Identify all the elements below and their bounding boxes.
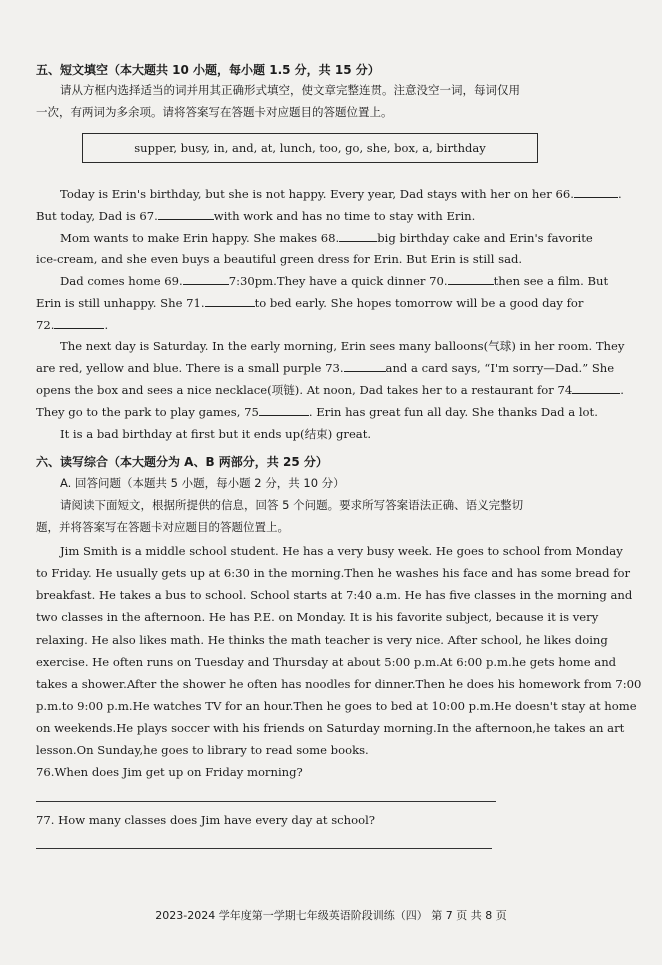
passage-text: big birthday cake and Erin's favorite: [377, 231, 593, 245]
reading-passage-line: breakfast. He takes a bus to school. School starts at 7:40 a.m. He has five classes in the morning and: [36, 588, 633, 602]
blank-69[interactable]: [183, 273, 229, 285]
question-76: 76.When does Jim get up on Friday morning?: [36, 765, 303, 779]
passage-text: Today is Erin's birthday, but she is not happy. Every year, Dad stays with her on her 66.: [60, 187, 574, 201]
reading-passage-line: to Friday. He usually gets up at 6:30 in the morning.Then he washes his face and has some bread for: [36, 566, 631, 580]
passage-text: Dad comes home 69.: [60, 274, 183, 288]
section-5-instruction-line2: 一次，有两词为多余项。请将答案写在答题卡对应题目的答题位置上。: [36, 105, 393, 119]
passage-line: [36, 317, 630, 333]
reading-passage-line: lesson.On Sunday,he goes to library to read some books.: [36, 743, 369, 757]
passage-text: to bed early. She hopes tomorrow will be a good day for: [254, 296, 584, 310]
reading-passage-line: relaxing. He also likes math. He thinks the math teacher is very nice. After school, he likes doing: [36, 633, 608, 647]
section-6-instruction-line1: 请阅读下面短文，根据所提供的信息，回答 5 个问题。要求所写答案语法正确、语义完整切: [60, 498, 524, 512]
reading-passage-line: takes a shower.After the shower he often has noodles for dinner.Then he does his homework from 7:00: [36, 677, 642, 691]
blank-68[interactable]: [339, 230, 377, 242]
passage-text: Mom wants to make Erin happy. She makes 68.: [60, 231, 340, 245]
part-a-title: A. 回答问题（本题共 5 小题，每小题 2 分，共 10 分）: [60, 476, 345, 490]
reading-passage-line: exercise. He often runs on Tuesday and Thursday at about 5:00 p.m.At 6:00 p.m.he gets home and: [36, 655, 617, 669]
blank-71[interactable]: [205, 295, 255, 307]
passage-text: 7:30pm.They have a quick dinner 70.: [228, 274, 448, 288]
passage-line: [36, 295, 630, 311]
passage-text: .: [620, 383, 624, 397]
blank-66[interactable]: [574, 186, 618, 198]
answer-line-77[interactable]: [36, 848, 492, 849]
passage-text: and a card says, “I'm sorry—Dad.” She: [385, 361, 615, 375]
passage-line: [36, 186, 654, 202]
blank-67[interactable]: [158, 208, 214, 220]
passage-line: [36, 230, 654, 246]
passage-text: opens the box and sees a nice necklace(项链). At noon, Dad takes her to a restaurant for 74: [36, 383, 573, 397]
passage-line: It is a bad birthday at first but it ends up(结束) great.: [60, 427, 372, 441]
passage-line: [36, 404, 630, 420]
word-bank-box: [82, 133, 538, 163]
answer-line-76[interactable]: [36, 801, 496, 802]
section-5-title: 五、短文填空（本大题共 10 小题，每小题 1.5 分，共 15 分）: [36, 63, 380, 77]
reading-passage-line: p.m.to 9:00 p.m.He watches TV for an hour.Then he goes to bed at 10:00 p.m.He doesn't stay at home: [36, 699, 637, 713]
blank-72[interactable]: [54, 317, 104, 329]
passage-line: ice-cream, and she even buys a beautiful green dress for Erin. But Erin is still sad.: [36, 252, 523, 266]
passage-line: [36, 208, 630, 224]
passage-line: [36, 360, 630, 376]
passage-line: [36, 273, 654, 289]
word-bank-text: supper, busy, in, and, at, lunch, too, go, she, box, a, birthday: [134, 141, 486, 155]
passage-line: [36, 382, 630, 398]
passage-text: with work and has no time to stay with Erin.: [213, 209, 476, 223]
passage-text: then see a film. But: [493, 274, 609, 288]
blank-73[interactable]: [344, 360, 386, 372]
passage-text: 72.: [36, 318, 55, 332]
section-6-instruction-line2: 题，并将答案写在答题卡对应题目的答题位置上。: [36, 520, 289, 534]
question-77: 77. How many classes does Jim have every day at school?: [36, 813, 376, 827]
passage-text: . Erin has great fun all day. She thanks Dad a lot.: [308, 405, 598, 419]
passage-text: .: [104, 318, 109, 332]
page-footer: 2023-2024 学年度第一学期七年级英语阶段训练（四） 第 7 页 共 8 页: [155, 909, 507, 922]
passage-text: .: [617, 187, 622, 201]
section-5-instruction-line1: 请从方框内选择适当的词并用其正确形式填空，使文章完整连贯。注意没空一词，每词仅用: [60, 83, 520, 97]
passage-line: The next day is Saturday. In the early morning, Erin sees many balloons(气球) in her room. They: [60, 339, 625, 353]
section-6-title: 六、读写综合（本大题分为 A、B 两部分，共 25 分）: [36, 455, 328, 469]
blank-75[interactable]: [259, 404, 309, 416]
passage-text: are red, yellow and blue. There is a small purple 73.: [36, 361, 344, 375]
blank-74[interactable]: [572, 382, 620, 394]
passage-text: But today, Dad is 67.: [36, 209, 158, 223]
reading-passage-line: two classes in the afternoon. He has P.E. on Monday. It is his favorite subject, because it is very: [36, 610, 599, 624]
blank-70[interactable]: [448, 273, 494, 285]
passage-text: Erin is still unhappy. She 71.: [36, 296, 205, 310]
reading-passage-line: Jim Smith is a middle school student. He has a very busy week. He goes to school from Monday: [60, 544, 623, 558]
reading-passage-line: on weekends.He plays soccer with his friends on Saturday morning.In the afternoon,he takes an art: [36, 721, 625, 735]
passage-text: They go to the park to play games, 75: [36, 405, 259, 419]
